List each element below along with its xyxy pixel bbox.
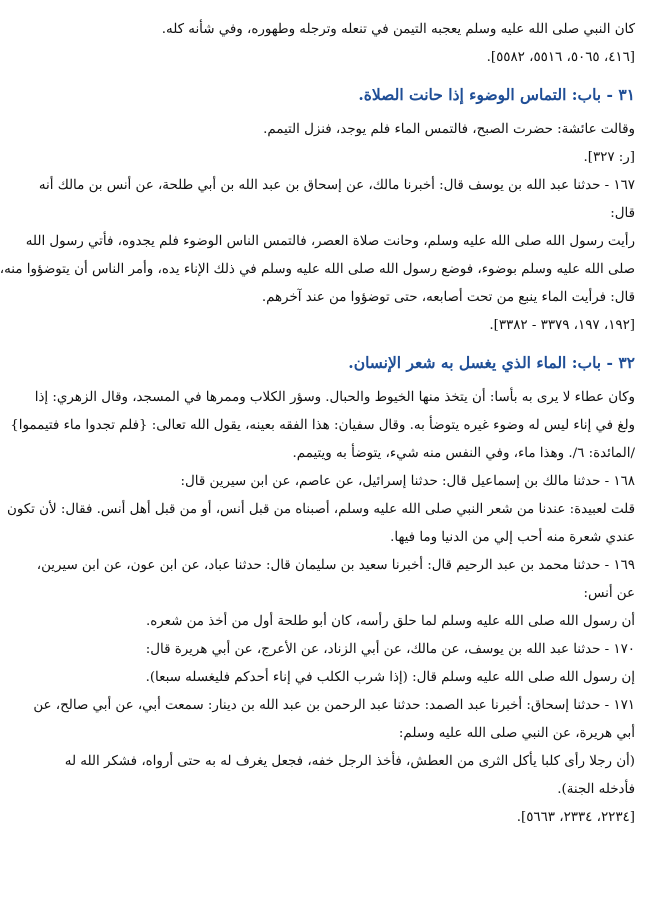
text-line: عن أنس:: [583, 586, 635, 601]
hadith-line: ١٦٩ - حدثنا محمد بن عبد الرحيم قال: أخبرنا سعيد بن سليمان قال: حدثنا عباد، عن ابن عون، عن ابن سيرين،: [36, 558, 635, 573]
text-line: إن رسول الله صلى الله عليه وسلم قال: (إذا شرب الكلب في إناء أحدكم فليغسله سبعا).: [145, 670, 635, 685]
reference-line: [٤١٦، ٥٠٦٥، ٥٥١٦، ٥٥٨٢].: [486, 50, 635, 65]
section-heading-32: ٣٢ - باب: الماء الذي يغسل به شعر الإنسان.: [348, 353, 635, 372]
reference-line: [١٩٢، ١٩٧، ٣٣٧٩ - ٣٣٨٢].: [489, 318, 635, 333]
hadith-line: ١٦٨ - حدثنا مالك بن إسماعيل قال: حدثنا إسرائيل، عن عاصم، عن ابن سيرين قال:: [180, 474, 635, 489]
text-line: /المائدة: ٦/. وهذا ماء، وفي النفس منه شيء، يتوضأ به ويتيمم.: [292, 446, 635, 461]
text-line: رأيت رسول الله صلى الله عليه وسلم، وحانت صلاة العصر، فالتمس الناس الوضوء فلم يجدوه، فأتي رسول الله: [25, 234, 635, 249]
hadith-line: ١٧١ - حدثنا إسحاق: أخبرنا عبد الصمد: حدثنا عبد الرحمن بن عبد الله بن دينار: سمعت أبي، عن أبي صالح، عن: [33, 698, 635, 713]
text-line: قال:: [610, 206, 635, 221]
text-line: صلى الله عليه وسلم بوضوء، فوضع رسول الله صلى الله عليه وسلم في ذلك الإناء يده، وأمر الناس أن يتوضؤوا منه،: [0, 262, 635, 277]
text-line: عندي شعرة منه أحب إلي من الدنيا وما فيها.: [390, 530, 635, 545]
text-line: قال: فرأيت الماء ينبع من تحت أصابعه، حتى توضؤوا من عند آخرهم.: [261, 290, 635, 305]
text-line: ولغ في إناء ليس له وضوء غيره يتوضأ به. وقال سفيان: هذا الفقه بعينه، يقول الله تعالى: {فلم تجدوا ماء فتيمموا}: [10, 418, 635, 433]
text-line: أبي هريرة، عن النبي صلى الله عليه وسلم:: [398, 726, 635, 741]
hadith-line: ١٦٧ - حدثنا عبد الله بن يوسف قال: أخبرنا مالك، عن إسحاق بن عبد الله بن أبي طلحة، عن أنس بن مالك أنه: [38, 178, 635, 193]
reference-line: [٢٢٣٤، ٢٣٣٤، ٥٦٦٣].: [516, 810, 635, 825]
reference-line: [ر: ٣٢٧].: [583, 150, 635, 165]
text-line: قلت لعبيدة: عندنا من شعر النبي صلى الله عليه وسلم، أصبناه من قبل أنس، أو من قبل أهل أنس. فقال: لأن تكون: [7, 502, 635, 517]
text-line: وقالت عائشة: حضرت الصبح، فالتمس الماء فلم يوجد، فنزل التيمم.: [263, 122, 635, 137]
section-heading-31: ٣١ - باب: التماس الوضوء إذا حانت الصلاة.: [358, 85, 635, 104]
text-line: أن رسول الله صلى الله عليه وسلم لما حلق رأسه، كان أبو طلحة أول من أخذ من شعره.: [146, 614, 635, 629]
text-line: (أن رجلا رأى كلبا يأكل الثرى من العطش، فأخذ الرجل خفه، فجعل يغرف له به حتى أرواه، فشكر الله له: [64, 754, 635, 769]
text-line: كان النبي صلى الله عليه وسلم يعجبه التيمن في تنعله وترجله وطهوره، وفي شأنه كله.: [161, 22, 635, 37]
document-page: [0, 16, 635, 903]
text-line: فأدخله الجنة).: [557, 782, 635, 797]
text-line: وكان عطاء لا يرى به بأسا: أن يتخذ منها الخيوط والحبال. وسؤر الكلاب وممرها في المسجد، وقال الزهري: إذا: [34, 390, 635, 405]
hadith-line: ١٧٠ - حدثنا عبد الله بن يوسف، عن مالك، عن أبي الزناد، عن الأعرج، عن أبي هريرة قال:: [145, 642, 635, 657]
